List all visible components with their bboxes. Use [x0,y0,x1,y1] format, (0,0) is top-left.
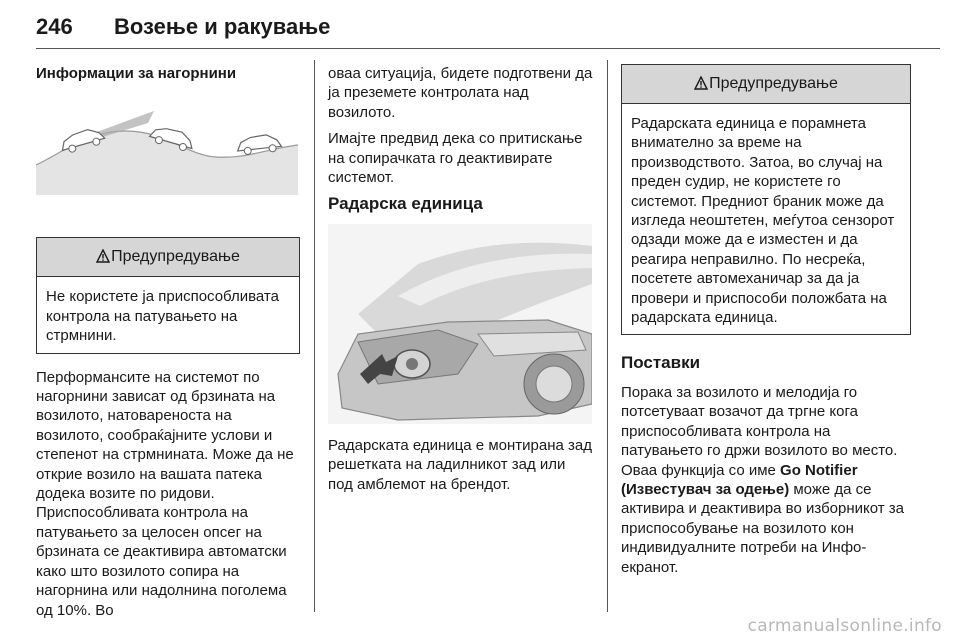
radar-heading: Радарска единица [328,194,483,214]
car-on-hills-icon [36,91,298,195]
go-notifier-paragraph [621,383,911,577]
column-divider-2 [607,60,608,612]
watermark: carmanualsonline.info [747,616,942,636]
warning-box-hills [36,237,300,353]
left-column [36,64,300,627]
go-notifier-text-after: може да се активира и деактивира во изборникот за приспособување на возилото кон индивидуалните потреби на Инфо-екранот. [621,480,905,576]
hill-performance-paragraph: Перформансите на системот по нагорнини зависат од брзината на возилото, натовареноста на возилото, сообраќајните услови и степенот на стрмнината. Може да не открие возило на вашата патека додека возите по ридови. Приспособливата контрола на патувањето за целосен опсег на брзината се деактивира автоматски како што возилото сопира на нагорнина или надолнина поголема од 10%. Во [36,368,294,619]
warning-triangle-icon [96,249,110,263]
car-radar-location-icon [328,224,592,424]
header-rule [36,48,940,49]
warning-text: Не користете ја приспособливата контрола на патувањето на стрмнини. [46,288,279,345]
radar-caption: Радарската единица е монтирана зад решетката на ладилникот зад или под амблемот на брендот. [328,436,592,493]
brake-paragraph: Имајте предвид дека со притискање на сопирачката го деактивирате системот. [328,130,583,187]
section-title: Информации за нагорнини [36,65,237,82]
middle-column [328,64,594,501]
warning-title: Предупредување [111,248,240,266]
page-number: 246 [36,14,73,39]
warning-body [37,277,299,352]
warning-title: Предупредување [709,75,838,92]
warning-box-radar [621,64,911,335]
right-column [621,64,911,584]
column-divider-1 [314,60,315,612]
warning-body [622,104,910,334]
warning-triangle-icon [694,76,708,90]
takeover-paragraph: оваа ситуација, бидете подготвени да ја преземете контролата над возилото. [328,65,593,121]
page-header [36,14,940,50]
go-notifier-text-before: Порака за возилото и мелодија го потсетуваат возачот да тргне кога приспособливата контрола на патувањето го држи возилото во место. Оваа функција со име [621,383,898,479]
warning-header [622,65,910,104]
warning-header [37,238,299,277]
settings-heading: Поставки [621,353,701,373]
warning-text: Радарската единица е порамнета внимателно за време на производството. Затоа, во случај на преден судир, не користете го системот. Предниот браник може да изгледа неоштетен, меѓутоа сензорот одзади може да е изместен и да реагира неправилно. По несреќа, посетете автомеханичар за да ја провери и приспособи положбата на радарската единица. [631,115,895,327]
go-notifier-name: Go Notifier (Известувач за одење) [621,461,858,498]
chapter-title: Возење и ракување [114,14,331,39]
